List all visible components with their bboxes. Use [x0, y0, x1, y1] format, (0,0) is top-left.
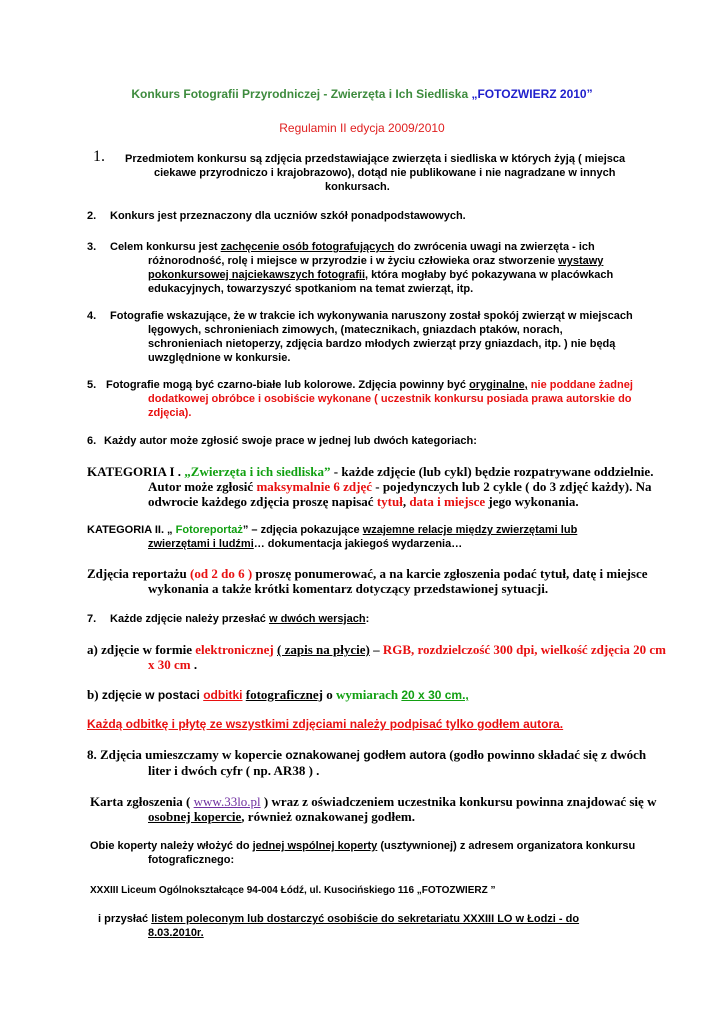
- sign-notice: Każdą odbitkę i płytę ze wszystkimi zdjęciami należy podpisać tylko godłem autora.: [87, 717, 564, 731]
- p3-line-4: edukacyjnych, towarzyszyć spotkaniom na temat zwierząt, itp.: [148, 283, 474, 295]
- item-number-3: 3.: [87, 241, 97, 253]
- envelopes-line-1: Obie koperty należy włożyć do jednej wspólnej koperty (usztywnionej) z adresem organizatora konkursu: [90, 840, 636, 852]
- p7-text: Każde zdjęcie należy przesłać w dwóch wersjach:: [110, 613, 370, 625]
- category-2-line-1: KATEGORIA II. „ Fotoreportaż” – zdjęcia pokazujące wzajemne relacje między zwierzętami lub: [87, 524, 578, 536]
- item-number-7: 7.: [87, 613, 97, 625]
- p3-line-1: Celem konkursu jest zachęcenie osób fotografujących do zwrócenia uwagi na zwierzęta - ich: [110, 241, 595, 253]
- item-number-6: 6.: [87, 435, 97, 447]
- p1-line-2: ciekawe przyrodniczo i krajobrazowo), dotąd nie publikowane i nie nagradzane w innych: [154, 167, 616, 179]
- category-2-line-2: zwierzętami i ludźmi… dokumentacja jakiegoś wydarzenia…: [148, 538, 463, 550]
- p4-line-4: uwzględnione w konkursie.: [148, 352, 291, 364]
- p1-line-1: Przedmiotem konkursu są zdjęcia przedstawiające zwierzęta i siedliska w których żyją ( miejsca: [125, 153, 626, 165]
- p3-line-2: różnorodność, rolę i miejsce w przyrodzie i w życiu człowieka oraz stworzenie wystawy: [148, 255, 604, 267]
- category-1-line-2: Autor może zgłosić maksymalnie 6 zdjęć - pojedynczych lub 2 cykle ( do 3 zdjęć każdy). Na: [148, 479, 652, 494]
- document-subtitle: Regulamin II edycja 2009/2010: [279, 121, 445, 135]
- title-main: Konkurs Fotografii Przyrodniczej - Zwierzęta i Ich Siedliska: [131, 87, 472, 101]
- p3-line-3: pokonkursowej najciekawszych fotografii, która mogłaby być pokazywana w placówkach: [148, 269, 614, 281]
- p1-line-3: konkursach.: [325, 181, 390, 193]
- item-number-2: 2.: [87, 210, 97, 222]
- p6-text: Każdy autor może zgłosić swoje prace w jednej lub dwóch kategoriach:: [104, 435, 477, 447]
- version-b-line: b) zdjęcie w postaci odbitki fotograficznej o wymiarach 20 x 30 cm.,: [87, 687, 469, 702]
- p4-line-1: Fotografie wskazujące, że w trakcie ich wykonywania naruszony został spokój zwierząt w miejscach: [110, 310, 633, 322]
- p5-line-1: Fotografie mogą być czarno-białe lub kolorowe. Zdjęcia powinny być oryginalne, nie poddane żadnej: [106, 379, 633, 391]
- p2-text: Konkurs jest przeznaczony dla uczniów szkół ponadpodstawowych.: [110, 210, 466, 222]
- reportage-line-1: Zdjęcia reportażu (od 2 do 6 ) proszę ponumerować, a na karcie zgłoszenia podać tytuł, datę i miejsce: [87, 566, 648, 581]
- final-line-2: 8.03.2010r.: [148, 927, 204, 939]
- organizer-address: XXXIII Liceum Ogólnokształcące 94-004 Łódź, ul. Kusocińskiego 116 „FOTOZWIERZ ”: [90, 885, 496, 896]
- p4-line-3: schronieniach nietoperzy, zdjęcia bardzo młodych zwierząt przy gniazdach, itp. ) nie będą: [148, 338, 616, 350]
- p5-line-3: zdjęcia).: [148, 407, 192, 419]
- item-number-4: 4.: [87, 310, 97, 322]
- version-a-line-1: a) zdjęcie w formie elektronicznej ( zapis na płycie) – RGB, rozdzielczość 300 dpi, wielkość zdjęcia 20 cm: [87, 642, 666, 657]
- form-line-2: osobnej kopercie, również oznakowanej godłem.: [148, 809, 415, 824]
- final-line-1: i przysłać listem poleconym lub dostarczyć osobiście do sekretariatu XXXIII LO w Łodzi - do: [98, 913, 580, 925]
- p5-line-2: dodatkowej obróbce i osobiście wykonane ( uczestnik konkursu posiada prawa autorskie do: [148, 393, 632, 405]
- p8-line-2: liter i dwóch cyfr ( np. AR38 ) .: [148, 763, 320, 778]
- reportage-line-2: wykonania a także krótki komentarz dotyczący przedstawionej sytuacji.: [148, 581, 549, 596]
- p4-line-2: lęgowych, schronieniach zimowych, (matecznikach, gniazdach ptaków, norach,: [148, 324, 563, 336]
- form-line-1: Karta zgłoszenia ( www.33lo.pl ) wraz z oświadczeniem uczestnika konkursu powinna znajdować się w: [90, 794, 657, 809]
- p8-line-1: 8. Zdjęcia umieszczamy w kopercie oznakowanej godłem autora (godło powinno składać się z dwóch: [87, 747, 647, 762]
- version-a-line-2: x 30 cm .: [148, 657, 198, 672]
- website-link[interactable]: www.33lo.pl: [193, 794, 261, 809]
- envelopes-line-2: fotograficznego:: [148, 854, 235, 866]
- document-title: [0, 87, 724, 101]
- item-number-1: 1.: [93, 148, 105, 165]
- item-number-5: 5.: [87, 379, 97, 391]
- title-contest-name: „FOTOZWIERZ 2010”: [471, 87, 593, 101]
- category-1-line-1: KATEGORIA I . „Zwierzęta i ich siedliska” - każde zdjęcie (lub cykl) będzie rozpatrywane oddzielnie.: [87, 464, 654, 479]
- category-1-line-3: odwrocie każdego zdjęcia proszę napisać tytuł, data i miejsce jego wykonania.: [148, 494, 579, 509]
